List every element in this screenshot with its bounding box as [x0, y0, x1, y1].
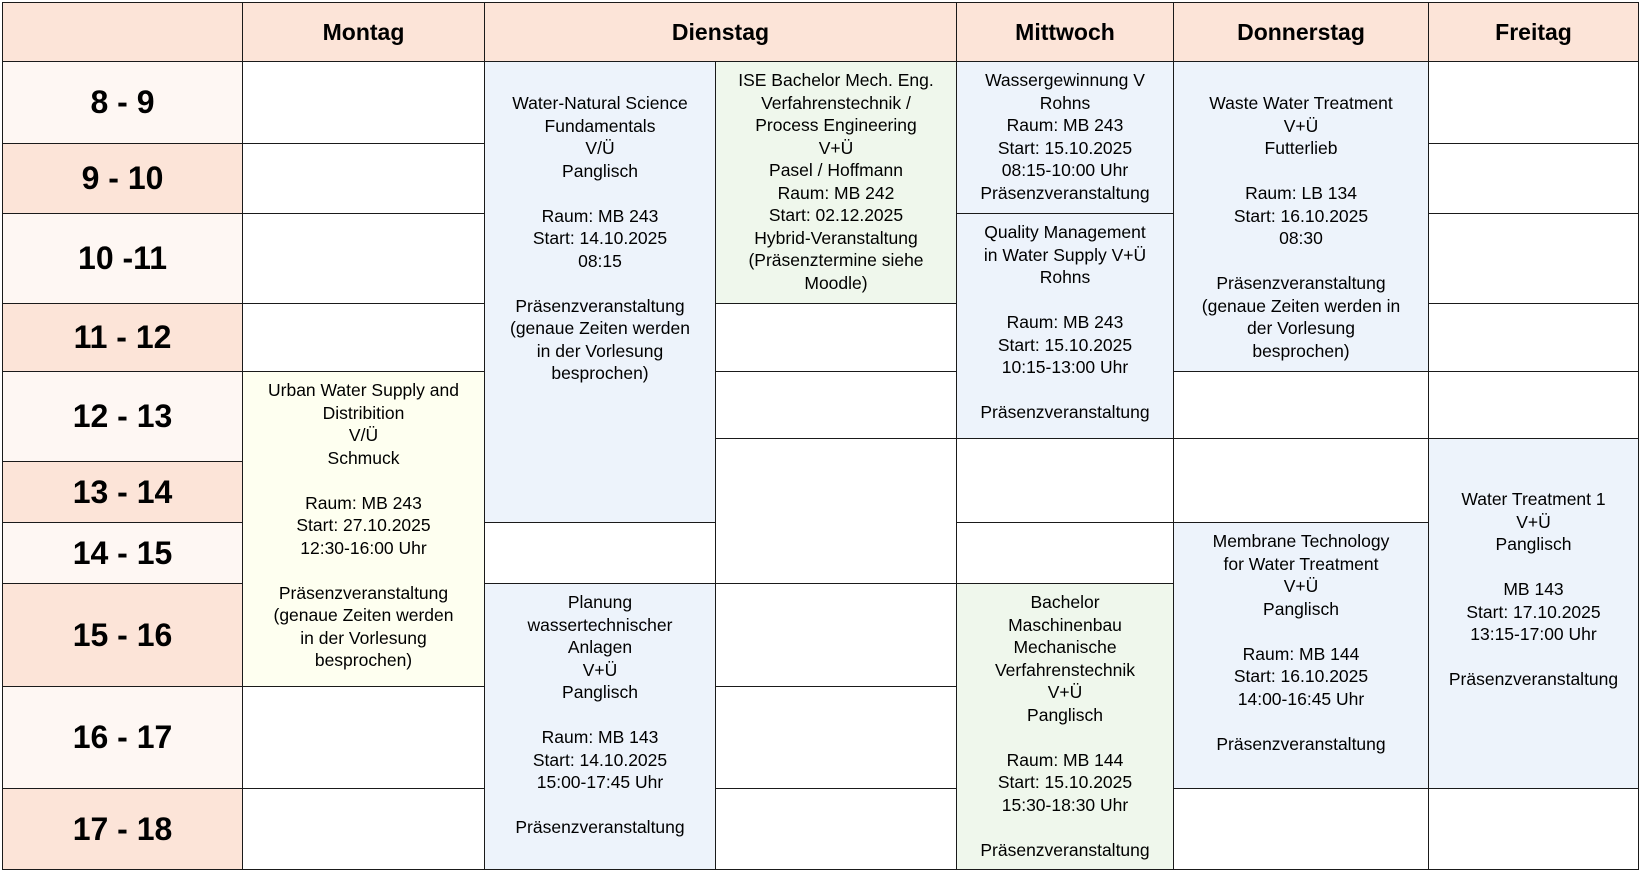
empty-cell [715, 371, 957, 439]
course-line: Panglisch [1263, 598, 1339, 619]
course-line: Distribition [322, 402, 405, 423]
time-slot [2, 522, 243, 584]
time-label: 14 - 15 [72, 534, 173, 571]
time-label: 17 - 18 [72, 810, 173, 847]
course-line: Raum: MB 144 [1006, 749, 1124, 770]
time-slot [2, 461, 243, 523]
day-header-donnerstag [1173, 2, 1429, 62]
course-line: Raum: MB 243 [305, 492, 422, 513]
time-slot [2, 371, 243, 462]
course-line: Raum: MB 243 [1006, 312, 1124, 332]
course-quality-management [956, 213, 1174, 439]
course-line: Membrane Technology [1212, 531, 1390, 551]
empty-cell [242, 303, 485, 372]
empty-cell [1428, 143, 1639, 214]
course-line: for Water Treatment [1223, 553, 1379, 574]
course-line: Raum: MB 243 [1006, 115, 1124, 135]
course-line: Planung [567, 592, 633, 612]
empty-cell [1173, 438, 1429, 523]
empty-cell [715, 788, 957, 870]
course-line: (genaue Zeiten werden [510, 318, 690, 338]
course-line: 08:30 [1279, 228, 1323, 248]
course-membrane-technology [1173, 522, 1429, 789]
course-line: Start: 14.10.2025 [532, 228, 668, 248]
course-line: (genaue Zeiten werden [273, 605, 454, 625]
course-line: Präsenzveranstaltung [515, 295, 685, 316]
empty-cell [715, 686, 957, 789]
course-line: V+Ü [1283, 576, 1319, 596]
empty-cell [242, 143, 485, 214]
course-line: Schmuck [327, 447, 400, 468]
time-label: 13 - 14 [72, 473, 173, 510]
course-line: Wassergewinnung V [985, 70, 1145, 90]
course-line: Raum: MB 143 [541, 727, 659, 747]
course-line: Präsenzveranstaltung [515, 817, 685, 837]
course-urban-water-supply [242, 371, 485, 687]
course-bachelor-maschinenbau [956, 583, 1174, 870]
course-line: Start: 16.10.2025 [1233, 205, 1369, 226]
course-line: Raum: MB 242 [777, 182, 895, 203]
course-line: Water Treatment 1 [1461, 489, 1606, 509]
day-label: Dienstag [671, 18, 770, 45]
day-label: Donnerstag [1237, 18, 1365, 45]
course-line: der Vorlesung [1247, 318, 1355, 338]
time-label: 16 - 17 [72, 719, 173, 755]
empty-cell [1428, 213, 1639, 304]
empty-cell [956, 438, 1174, 523]
empty-cell [1428, 61, 1639, 144]
course-line: Präsenzveranstaltung [1216, 733, 1386, 754]
course-line: Mechanische [1013, 637, 1117, 657]
course-line: 14:00-16:45 Uhr [1237, 688, 1365, 709]
course-line: ISE Bachelor Mech. Eng. [738, 70, 934, 90]
course-line: Rohns [1039, 92, 1091, 113]
time-slot [2, 303, 243, 372]
empty-cell [1428, 371, 1639, 439]
course-line: Verfahrenstechnik [994, 659, 1136, 680]
time-slot [2, 686, 243, 789]
day-label: Freitag [1495, 18, 1572, 45]
time-label: 12 - 13 [72, 398, 173, 434]
time-label: 15 - 16 [72, 616, 173, 653]
course-line: V+Ü [1047, 682, 1083, 702]
course-line: Präsenzveranstaltung [1216, 273, 1386, 293]
time-label: 8 - 9 [90, 84, 155, 120]
time-label: 10 -11 [78, 240, 167, 276]
time-slot [2, 143, 243, 214]
course-line: Moodle) [804, 272, 868, 293]
empty-cell [484, 522, 716, 584]
course-line: besprochen) [551, 363, 649, 383]
day-label: Montag [322, 18, 405, 45]
empty-cell [242, 788, 485, 870]
course-line: V+Ü [818, 137, 854, 158]
course-water-treatment-1 [1428, 438, 1639, 789]
course-line: 10:15-13:00 Uhr [1001, 357, 1129, 377]
course-line: Pasel / Hoffmann [769, 160, 903, 180]
course-line: Panglisch [1027, 704, 1103, 725]
course-line: Start: 14.10.2025 [532, 749, 668, 770]
empty-cell [1173, 788, 1429, 870]
course-line: V/Ü [585, 138, 615, 158]
course-line: Panglisch [562, 160, 638, 181]
course-line: 13:15-17:00 Uhr [1470, 624, 1597, 644]
course-line: Start: 15.10.2025 [997, 772, 1133, 792]
day-label: Mittwoch [1015, 18, 1115, 45]
course-line: 08:15 [578, 250, 622, 271]
course-line: MB 143 [1503, 579, 1564, 599]
time-slot [2, 583, 243, 687]
time-slot [2, 213, 243, 304]
day-header-mittwoch [956, 2, 1174, 62]
course-line: 08:15-10:00 Uhr [1001, 160, 1129, 180]
course-line: Maschinenbau [1008, 614, 1122, 635]
course-line: Raum: MB 144 [1242, 643, 1360, 664]
empty-cell [242, 213, 485, 304]
course-line: (Präsenztermine siehe [748, 250, 924, 270]
course-line: Panglisch [1495, 534, 1572, 554]
course-ise-bachelor [715, 61, 957, 304]
course-line: wassertechnischer [527, 614, 673, 635]
course-line: Process Engineering [755, 115, 917, 135]
course-line: Start: 15.10.2025 [997, 334, 1133, 355]
course-line: 15:30-18:30 Uhr [1001, 794, 1129, 815]
time-slot [2, 788, 243, 870]
course-line: Panglisch [562, 682, 638, 702]
course-line: 15:00-17:45 Uhr [536, 772, 664, 792]
empty-cell [715, 303, 957, 372]
empty-cell [1173, 371, 1429, 439]
course-line: Verfahrenstechnik / [761, 92, 911, 113]
course-line: Präsenzveranstaltung [278, 582, 449, 603]
empty-cell [715, 583, 957, 687]
empty-cell [1428, 303, 1639, 372]
course-line: Futterlieb [1264, 138, 1338, 158]
course-line: V/Ü [348, 425, 379, 445]
course-line: besprochen) [1252, 340, 1350, 361]
course-line: Waste Water Treatment [1209, 93, 1393, 113]
course-line: (genaue Zeiten werden in [1201, 295, 1401, 316]
time-label: 11 - 12 [73, 319, 172, 355]
course-line: Rohns [1039, 267, 1091, 287]
course-line: Quality Management [984, 222, 1146, 242]
empty-cell [242, 686, 485, 789]
course-water-natural-science [484, 61, 716, 523]
course-line: Präsenzveranstaltung [1448, 669, 1619, 689]
course-line: Präsenzveranstaltung [980, 182, 1150, 203]
empty-cell [242, 61, 485, 144]
day-header-freitag [1428, 2, 1639, 62]
empty-cell [1428, 788, 1639, 870]
empty-cell [715, 438, 957, 584]
course-line: Fundamentals [544, 115, 656, 136]
course-wassergewinnung [956, 61, 1174, 214]
course-line: Start: 27.10.2025 [296, 515, 431, 535]
course-line: in der Vorlesung [300, 627, 427, 648]
course-line: Raum: MB 243 [541, 205, 659, 226]
course-line: V+Ü [582, 659, 618, 680]
course-line: Präsenzveranstaltung [980, 839, 1150, 860]
course-line: V+Ü [1283, 115, 1319, 136]
course-line: Raum: LB 134 [1245, 183, 1357, 203]
course-waste-water-treatment [1173, 61, 1429, 372]
course-line: V+Ü [1516, 511, 1551, 532]
course-line: in Water Supply V+Ü [983, 244, 1147, 265]
course-planung-anlagen [484, 583, 716, 870]
course-line: Water-Natural Science [512, 93, 688, 113]
time-label: 9 - 10 [81, 160, 164, 196]
day-header-montag [242, 2, 485, 62]
course-line: Start: 17.10.2025 [1466, 601, 1601, 622]
course-line: Start: 15.10.2025 [997, 137, 1133, 158]
course-line: Urban Water Supply and [268, 380, 459, 400]
day-header-dienstag [484, 2, 957, 62]
course-line: besprochen) [314, 650, 413, 670]
corner-cell [2, 2, 243, 62]
course-line: Anlagen [567, 637, 633, 657]
course-line: Präsenzveranstaltung [980, 402, 1150, 422]
course-line: 12:30-16:00 Uhr [300, 537, 427, 558]
course-line: Start: 02.12.2025 [768, 205, 904, 225]
course-line: Bachelor [1030, 592, 1100, 612]
empty-cell [956, 522, 1174, 584]
course-line: in der Vorlesung [536, 340, 664, 361]
course-line: Start: 16.10.2025 [1233, 666, 1369, 686]
course-line: Hybrid-Veranstaltung [754, 227, 918, 248]
time-slot [2, 61, 243, 144]
